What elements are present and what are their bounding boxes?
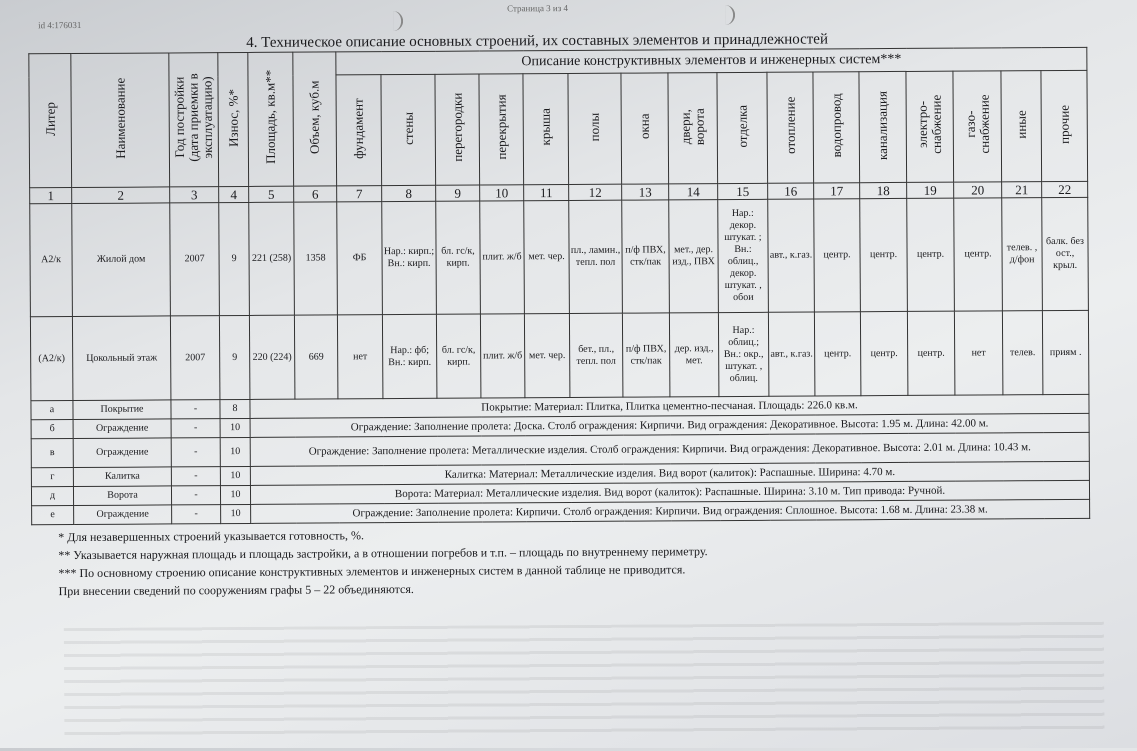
column-header-label: полы: [586, 112, 602, 142]
description-cell: Ограждение: Заполнение пролета: Кирпичи. Столб ограждения: Кирпичи. Вид ограждения: Сплошное. Высота: 1.68 м. Длина: 23.38 м.: [251, 499, 1090, 523]
column-header: [906, 71, 954, 182]
column-number: 10: [480, 185, 524, 201]
column-header-label: водопровод: [828, 93, 844, 158]
table-cell: мет. чер.: [524, 201, 570, 314]
footnotes: [58, 523, 1091, 601]
letter-cell: е: [32, 506, 74, 525]
footnote: При внесении сведений по сооружениям графы 5 – 22 объединяются.: [58, 581, 414, 599]
column-number: 16: [768, 183, 814, 199]
table-row: [30, 310, 1088, 400]
column-header: [435, 74, 480, 185]
column-header-label: Износ, %*: [225, 88, 241, 147]
table-cell: Нар.: облиц.; Вн.: окр., штукат. , облиц.: [718, 312, 769, 396]
column-number: 1: [30, 188, 72, 204]
footnote: ** Указывается наружная площадь и площадь застройки, а в отношении погребов и т.п. – площадь по внутреннему периметру.: [58, 544, 708, 563]
column-header-label: стены: [400, 111, 416, 145]
column-number: 3: [170, 187, 219, 203]
column-header: [668, 73, 718, 184]
column-number: 4: [219, 186, 249, 202]
column-header: [381, 74, 436, 185]
document-content: [28, 29, 1091, 601]
table-cell: Нар.: фб; Вн.: кирп.: [382, 314, 437, 398]
wear-cell: 8: [220, 399, 250, 418]
table-cell: Нар.: кирп.; Вн.: кирп.: [382, 201, 437, 314]
column-header-label: Год постройки (дата приемки в эксплуатацию): [171, 73, 215, 162]
table-cell: центр.: [954, 198, 1003, 311]
column-header-label: отопление: [782, 96, 798, 155]
section-title: 4. Техническое описание основных строений, их составных элементов и принадлежностей: [246, 31, 829, 51]
table-cell: центр.: [860, 198, 908, 311]
column-number: 5: [249, 186, 294, 202]
column-header-label: газо- снабжение: [962, 94, 992, 155]
column-header-label: окна: [636, 113, 652, 140]
name-cell: Ограждение: [74, 505, 172, 525]
table-cell: центр.: [814, 312, 861, 396]
column-header: [293, 52, 337, 186]
name-cell: Калитка: [73, 467, 171, 487]
column-header: [523, 74, 569, 185]
column-number: 9: [436, 185, 480, 201]
column-number: 6: [294, 186, 337, 202]
column-header: [1001, 71, 1042, 182]
letter-cell: г: [31, 468, 73, 487]
wear-cell: 10: [221, 504, 251, 523]
table-cell: Нар.: декор. штукат. ; Вн.: облиц., декор. штукат. , обои: [718, 199, 769, 312]
column-header-label: перегородки: [449, 93, 465, 163]
column-header-label: двери, ворота: [677, 107, 707, 145]
column-header-label: отделка: [734, 104, 750, 148]
column-header: [1041, 70, 1088, 181]
column-number: 22: [1042, 181, 1088, 197]
column-number: 17: [814, 183, 860, 199]
column-header-label: Площадь, кв.м**: [262, 70, 278, 165]
name-cell: Ворота: [73, 486, 171, 506]
table-cell: мет. чер.: [524, 314, 570, 398]
punch-mark: [725, 5, 735, 25]
table-cell: центр.: [907, 311, 955, 395]
column-header: [568, 73, 622, 184]
year-cell: -: [171, 486, 220, 505]
table-cell: ФБ: [337, 202, 383, 315]
table-cell: телев. , д/фон: [1002, 198, 1043, 311]
table-cell: авт., к.газ.: [768, 312, 815, 396]
letter-cell: в: [31, 439, 73, 468]
description-cell: Ограждение: Заполнение пролета: Металлические изделия. Столб ограждения: Кирпичи. Вид ограждения: Декоративное. Высота: 2.01 м. Длина: 10.43 м.: [250, 432, 1089, 466]
letter-cell: б: [31, 420, 73, 439]
column-header-label: электро- снабжение: [914, 95, 944, 155]
column-header: [248, 52, 294, 186]
column-header: [813, 72, 860, 183]
table-cell: (А2/к): [30, 317, 73, 401]
wear-cell: 10: [220, 418, 250, 437]
column-number: 2: [72, 187, 170, 204]
year-cell: -: [172, 505, 221, 524]
footnote: *** По основному строению описание конструктивных элементов и инженерных систем в данной таблице не приводится.: [58, 562, 686, 581]
name-cell: Ограждение: [73, 419, 171, 439]
column-header: [621, 73, 669, 184]
column-number: 12: [569, 184, 622, 200]
table-cell: центр.: [907, 198, 955, 311]
letter-cell: д: [31, 487, 73, 506]
table-row: [30, 197, 1089, 316]
table-cell: 2007: [170, 316, 220, 400]
table-cell: дер. изд., мет.: [669, 313, 719, 397]
table-cell: нет: [954, 311, 1003, 395]
letter-cell: а: [31, 401, 73, 420]
year-cell: -: [171, 438, 220, 467]
table-cell: п/ф ПВХ, стк/пак: [622, 200, 670, 313]
table-cell: балк. без ост., крыл.: [1042, 197, 1089, 310]
year-cell: -: [171, 400, 220, 419]
table-cell: центр.: [860, 311, 908, 395]
column-header: [953, 71, 1002, 182]
column-header: [29, 54, 72, 188]
table-cell: А2/к: [30, 204, 73, 317]
table-cell: центр.: [814, 199, 861, 312]
technical-description-table: [28, 47, 1090, 525]
table-cell: бл. гс/к, кирп.: [436, 314, 481, 398]
column-header-label: крыша: [537, 108, 553, 146]
reverse-side-bleed-through: [64, 622, 1105, 738]
column-number: 8: [382, 185, 436, 201]
column-number: 19: [907, 182, 954, 198]
column-number: 13: [622, 184, 669, 200]
table-cell: Цокольный этаж: [72, 316, 171, 401]
table-cell: 9: [219, 202, 250, 315]
table-cell: 669: [294, 315, 338, 399]
column-header-label: иные: [1013, 109, 1029, 139]
table-cell: Жилой дом: [72, 203, 171, 317]
table-cell: пл., ламин., тепл. пол: [569, 200, 623, 313]
column-header-label: фундамент: [350, 97, 366, 159]
column-header-label: канализация: [874, 90, 890, 160]
table-cell: плит. ж/б: [480, 201, 525, 314]
table-cell: приям .: [1042, 310, 1089, 394]
column-number: 11: [524, 185, 569, 201]
table-cell: нет: [337, 315, 383, 399]
group-header: Описание конструктивных элементов и инженерных систем***: [336, 47, 1087, 75]
table-cell: бет., пл., тепл. пол: [569, 313, 623, 397]
column-header: [218, 52, 249, 186]
punch-mark: [393, 11, 403, 31]
table-cell: 220 (224): [249, 315, 295, 399]
column-number: 14: [669, 184, 718, 200]
table-cell: п/ф ПВХ, стк/пак: [622, 313, 670, 397]
table-cell: телев.: [1002, 311, 1043, 395]
column-header: [169, 53, 219, 187]
wear-cell: 10: [220, 437, 250, 466]
table-cell: мет., дер. изд., ПВХ: [669, 200, 719, 313]
wear-cell: 10: [220, 485, 250, 504]
column-number: 21: [1002, 182, 1042, 198]
column-header-label: Наименование: [111, 77, 128, 159]
description-cell: Покрытие: Материал: Плитка, Плитка цементно-песчаная. Площадь: 226.0 кв.м.: [250, 394, 1089, 418]
description-cell: Ограждение: Заполнение пролета: Доска. Столб ограждения: Кирпичи. Вид ограждения: Декоративное. Высота: 1.95 м. Длина: 42.00 м.: [250, 413, 1089, 437]
table-cell: авт., к.газ.: [768, 199, 815, 312]
table-cell: бл. гс/к, кирп.: [436, 201, 481, 314]
name-cell: Покрытие: [73, 400, 171, 420]
column-header: [479, 74, 524, 185]
description-cell: Ворота: Материал: Металлические изделия. Вид ворот (калиток): Распашные. Ширина: 3.10 м. Тип привода: Ручной.: [250, 480, 1089, 504]
column-header-label: Объем, куб.м: [306, 80, 322, 154]
column-header: [717, 72, 768, 183]
column-number: 15: [718, 183, 768, 199]
column-header: [71, 53, 170, 188]
column-number: 18: [860, 182, 907, 198]
column-header: [859, 71, 907, 182]
year-cell: -: [171, 419, 220, 438]
page-number: Страница 3 из 4: [507, 3, 569, 14]
column-header: [767, 72, 814, 183]
column-header-label: Литер: [42, 101, 58, 136]
year-cell: -: [171, 467, 220, 486]
document-id: id 4:176031: [38, 19, 82, 31]
column-number: 20: [954, 182, 1002, 198]
description-cell: Калитка: Материал: Металлические изделия. Вид ворот (калиток): Распашные. Ширина: 4.70 м.: [250, 461, 1089, 485]
name-cell: Ограждение: [73, 438, 171, 468]
column-header-label: перекрытия: [493, 94, 509, 161]
table-cell: 1358: [294, 202, 338, 315]
footnote: * Для незавершенных строений указывается готовность, %.: [58, 528, 364, 545]
table-cell: 9: [219, 315, 250, 399]
column-header: [336, 75, 382, 186]
table-cell: плит. ж/б: [480, 314, 525, 398]
table-cell: 221 (258): [249, 202, 295, 315]
wear-cell: 10: [220, 466, 250, 485]
table-cell: 2007: [170, 203, 220, 316]
column-number: 7: [337, 186, 382, 202]
column-header-label: прочие: [1056, 104, 1072, 144]
